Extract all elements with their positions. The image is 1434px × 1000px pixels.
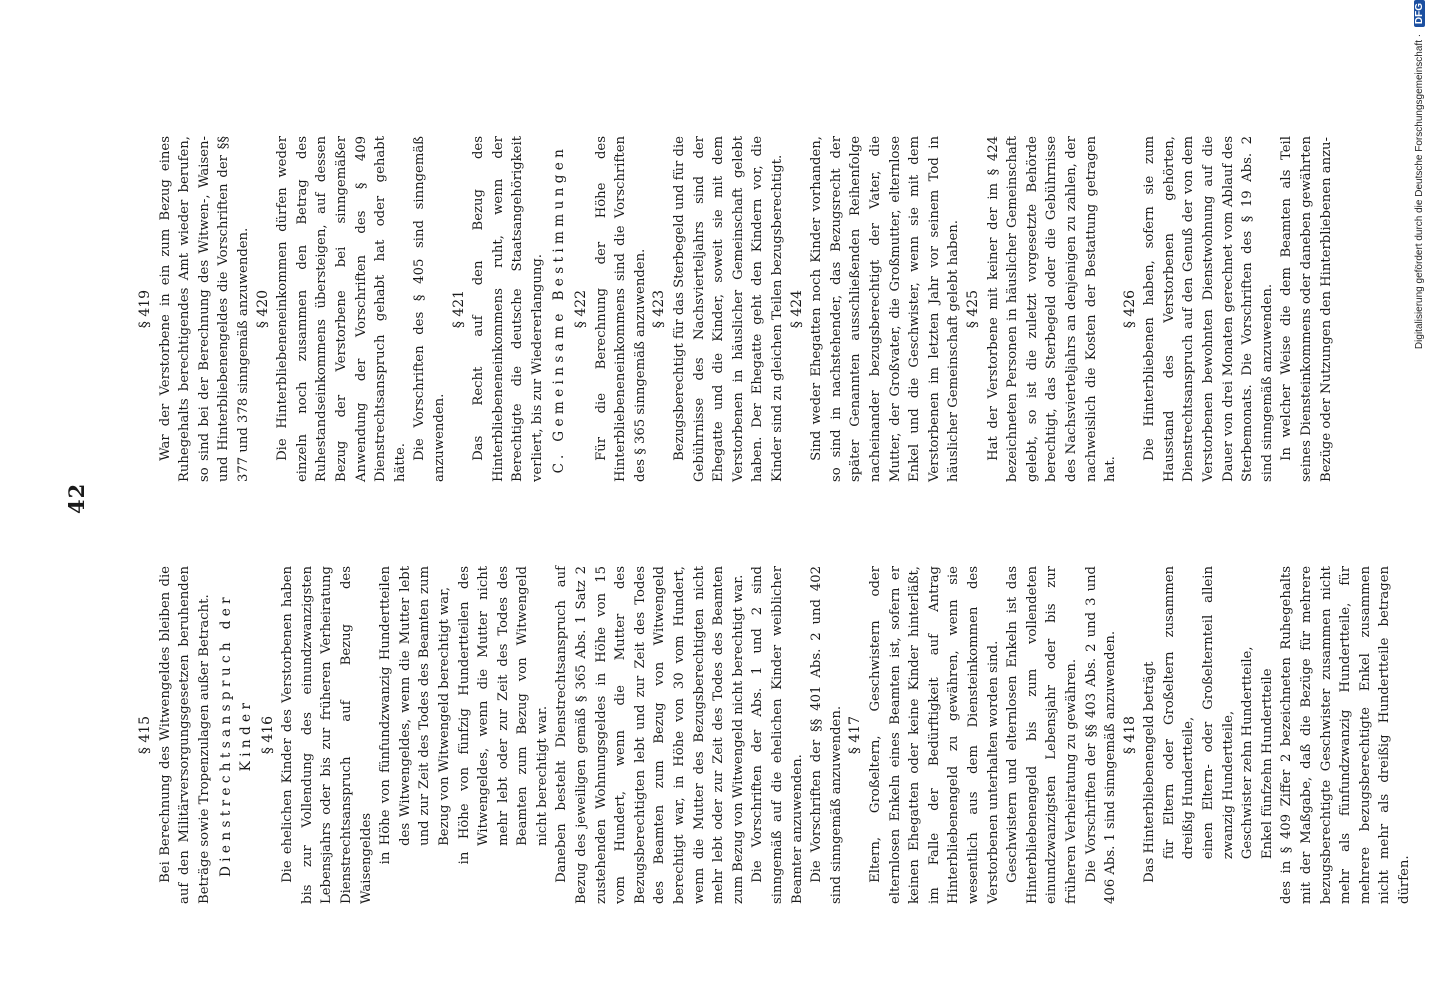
section-heading: § 424 xyxy=(788,289,805,329)
indented-clause: in Höhe von fünfzig Hundertteilen des Witwengeldes, wenn die Mutter nicht mehr lebt oder zur Zeit des Todes des Beamten zum Bezug von Witwengeld nicht berechtigt war. xyxy=(456,566,550,865)
section-heading: § 419 xyxy=(137,289,153,329)
section-heading: § 423 xyxy=(651,289,668,329)
digitization-credit-text: Digitalisierung gefördert durch die Deutsche Forschungsgemeinschaft xyxy=(1414,40,1425,350)
section-heading: § 421 xyxy=(450,289,467,329)
paragraph: Das Recht auf den Bezug des Hinterbliebeneneinkommens ruht, wenn der Berechtigte die deutsche Staatsangehörigkeit verliert, bis zur Wiedererlangung. xyxy=(471,136,545,482)
indented-clause: Geschwister zehn Hundertteile, xyxy=(1240,646,1256,860)
paragraph: des in § 409 Ziffer 2 bezeichneten Ruhegehalts mit der Maßgabe, daß die Bezüge für mehrere bezugsberechtigte Geschwister zusammen nicht mehr als fünfundzwanzig Hundertteile, für mehrere bezugsberechtigte Enkel zusammen nicht mehr als dreißig Hundertteile betragen dürfen. xyxy=(1279,566,1412,904)
left-text-column xyxy=(136,566,1415,904)
page-number: 42 xyxy=(64,482,89,514)
indented-clause: in Höhe von fünfundzwanzig Hundertteilen des Witwengeldes, wenn die Mutter lebt und zur Zeit des Todes des Beamten zum Bezug von Witwengeld berechtigt war, xyxy=(378,566,452,865)
paragraph: Bei Berechnung des Witwengeldes bleiben die auf den Militärversorgungsgesetzen beruhenden Beträge sowie Tropenzulagen außer Betracht. xyxy=(157,566,212,904)
indented-clause: Enkel fünfzehn Hundertteile xyxy=(1259,668,1275,860)
digitization-credit xyxy=(1414,0,1425,1000)
section-heading: § 426 xyxy=(1121,289,1138,329)
section-heading: § 425 xyxy=(964,289,981,329)
paragraph: Daneben besteht Dienstrechtsanspruch auf Bezug des jeweiligen gemäß § 365 Abs. 1 Satz 2 zustehenden Wohnungsgeldes in Höhe von 15 vom Hundert, wenn die Mutter des Bezugsberechtigten lebt und zur Zeit des Todes des Beamten zum Bezug von Witwengeld berechtigt war, in Höhe von 30 vom Hundert, wenn die Mutter des Bezugsberechtigten nicht mehr lebt oder zur Zeit des Todes des Beamten zum Bezug von Witwengeld nicht berechtigt war. xyxy=(554,566,746,904)
dfg-logo-separator: · xyxy=(1414,31,1425,40)
paragraph: Die Vorschriften der Abs. 1 und 2 sind sinngemäß auf die ehelichen Kinder weiblicher Beamter anzuwenden. xyxy=(750,566,805,904)
indented-clause: für Eltern oder Großeltern zusammen dreißig Hundertteile, xyxy=(1161,566,1197,860)
paragraph: Die Hinterbliebenen haben, sofern sie zum Hausstand des Verstorbenen gehörten, Dienstrechtsanspruch auf den Genuß der von dem Verstorbenen bewohnten Dienstwohnung auf die Dauer von drei Monaten gerechnet vom Ablauf des Sterbemonats. Die Vorschriften des § 19 Abs. 2 sind sinngemäß anzuwenden. xyxy=(1142,136,1275,482)
chapter-subheading: Dienstrechtsanspruch der Kinder xyxy=(218,593,254,878)
paragraph: Eltern, Großeltern, Geschwistern oder elternlosen Enkeln eines Beamten ist, sofern er keinen Ehegatten oder keine Kinder hinterläßt, im Falle der Bedürftigkeit auf Antrag Hinterbliebenengeld zu gewähren, wenn sie wesentlich aus dem Diensteinkommen des Verstorbenen unterhalten worden sind. xyxy=(867,566,1001,904)
paragraph: Das Hinterbliebenengeld beträgt xyxy=(1142,661,1158,883)
paragraph: War der Verstorbene in ein zum Bezug eines Ruhegehalts berechtigendes Amt wieder berufen, so sind bei der Berechnung des Witwen-, Waisen- und Hinterbliebenengeldes die Vorschriften der §§ 377 und 378 sinngemäß anzuwenden. xyxy=(157,136,251,482)
paragraph: Die ehelichen Kinder des Verstorbenen haben bis zur Vollendung des einundzwanzigsten Lebensjahrs oder bis zur früheren Verheiratung Dienstrechtsanspruch auf Bezug des Waisengeldes xyxy=(280,566,374,904)
right-text-column xyxy=(136,136,1336,482)
section-heading: § 420 xyxy=(254,289,271,329)
paragraph: Bezugsberechtigt für das Sterbegeld und für die Gebührnisse des Nachsvierteljahrs sind der Ehegatte und die Kinder, soweit sie mit dem Verstorbenen in häuslicher Gemeinschaft gelebt haben. Der Ehegatte geht den Kindern vor, die Kinder sind zu gleichen Teilen bezugsberechtigt. xyxy=(672,136,785,482)
paragraph: Hat der Verstorbene mit keiner der im § 424 bezeichneten Personen in häuslicher Gemeinschaft gelebt, so ist die zuletzt vorgesetzte Behörde berechtigt, das Sterbegeld oder die Gebührnisse des Nachsvierteljahrs an denjenigen zu zahlen, der nachweislich die Kosten der Bestattung getragen hat. xyxy=(985,136,1119,482)
paragraph: Die Vorschriften der §§ 401 Abs. 2 und 402 sind sinngemäß anzuwenden. xyxy=(809,566,844,904)
paragraph: Die Vorschriften des § 405 sind sinngemäß anzuwenden. xyxy=(412,136,447,482)
section-heading: § 418 xyxy=(1121,715,1138,755)
dfg-logo: DFG xyxy=(1414,0,1425,27)
paragraph: In welcher Weise die dem Beamten als Teil seines Diensteinkommens oder daneben gewährten Bezüge oder Nutzungen den Hinterbliebenen anzu- xyxy=(1279,136,1334,482)
paragraph: Die Vorschriften der §§ 403 Abs. 2 und 3 und 406 Abs. 1 sind sinngemäß anzuwenden. xyxy=(1083,566,1119,904)
paragraph: Sind weder Ehegatten noch Kinder vorhanden, so sind in nachstehender, das Bezugsrecht der später Genannten ausschließenden Reihenfolge nacheinander bezugsberechtigt der Vater, die Mutter, der Großvater, die Großmutter, elternlose Enkel und die Geschwister, wenn sie mit dem Verstorbenen im letzten Jahr vor seinem Tod in häuslicher Gemeinschaft gelebt haben. xyxy=(809,136,962,482)
paragraph: Geschwistern und elternlosen Enkeln ist das Hinterbliebenengeld bis zum vollendeten einundzwanzigsten Lebensjahr oder bis zur früheren Verheiratung zu gewähren. xyxy=(1005,566,1079,904)
chapter-subheading: C. Gemeinsame Bestimmungen xyxy=(551,144,568,474)
paragraph: Für die Berechnung der Höhe des Hinterbliebeneneinkommens sind die Vorschriften des § 365 sinngemäß anzuwenden. xyxy=(593,136,648,482)
section-heading: § 417 xyxy=(847,715,864,755)
indented-clause: einen Eltern- oder Großelternteil allein zwanzig Hundertteile, xyxy=(1201,566,1236,860)
paragraph: Die Hinterbliebeneneinkommen dürfen weder einzeln noch zusammen den Betrag des Ruhestandseinkommens übersteigen, auf dessen Bezug der Verstorbene bei sinngemäßer Anwendung der Vorschriften des § 409 Dienstrechtsanspruch gehabt hat oder gehabt hätte. xyxy=(275,136,408,482)
section-heading: § 416 xyxy=(259,715,276,755)
section-heading: § 415 xyxy=(137,715,153,755)
section-heading: § 422 xyxy=(573,289,590,329)
